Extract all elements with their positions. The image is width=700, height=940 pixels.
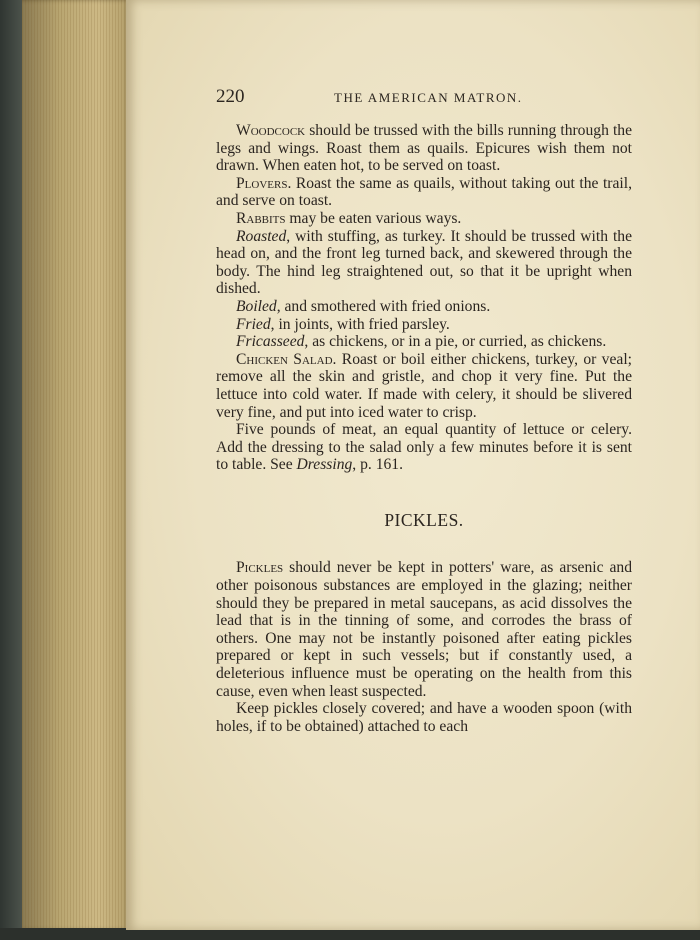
paragraph-roasted (216, 228, 632, 298)
page-edges (22, 0, 130, 930)
text-plovers: Roast the same as quails, without taking out the trail, and serve on toast. (216, 174, 632, 210)
paragraph-rabbits (216, 210, 632, 228)
paragraph-plovers (216, 175, 632, 210)
text-block (216, 122, 632, 735)
text-keep-pickles: Keep pickles closely covered; and have a wooden spoon (with holes, if to be obtained) attached to each (216, 700, 632, 735)
text-pickles: should never be kept in potters' ware, as arsenic and other poisonous substances are employed in the glazing; neither should they be prepared in metal saucepans, as acid dissolves the lead that is in the tinning of some, and corrodes the brass of others. One may not be instantly poisoned after eating pickles prepared or kept in such vessels; but if constantly used, a deleterious influence must be operating on the health from this cause, even when least suspected. (216, 559, 632, 700)
text-roasted: , with stuffing, as turkey. It should be trussed with the head on, and the front leg turned back, and skewered through the body. The hind leg straightened out, so that it be upright when dished. (216, 227, 632, 298)
paragraph-fried (216, 316, 632, 334)
lead-fricasseed: Fricasseed (236, 333, 305, 351)
lead-roasted: Roasted (236, 227, 287, 245)
text-five-pounds: Five pounds of meat, an equal quantity of lettuce or celery. Add the dressing to the salad only a few minutes before it is sent to table. See (216, 421, 632, 474)
paragraph-boiled (216, 298, 632, 316)
text-chicken-salad: Roast or boil either chickens, turkey, or veal; remove all the skin and gristle, and chop it very fine. Put the lettuce into cold water. If made with celery, it should be slivered very fine, and put into iced water to crisp. (216, 350, 632, 421)
text-fried: , in joints, with fried parsley. (270, 315, 450, 333)
paragraph-keep-pickles (216, 700, 632, 735)
lead-plovers: Plovers. (236, 174, 292, 192)
lead-chicken-salad: Chicken Salad. (236, 350, 337, 368)
paragraph-chicken-salad (216, 351, 632, 421)
text-boiled: , and smothered with fried onions. (276, 297, 491, 315)
paragraph-woodcock (216, 122, 632, 175)
page-number: 220 (216, 86, 245, 107)
lead-woodcock: Woodcock (236, 122, 306, 139)
lead-pickles: Pickles (236, 559, 284, 577)
paragraph-fricasseed (216, 333, 632, 351)
lead-fried: Fried (236, 315, 271, 333)
reference-dressing: Dressing (296, 456, 353, 474)
running-title: THE AMERICAN MATRON. (334, 90, 523, 105)
text-woodcock: should be trussed with the bills running through the legs and wings. Roast them as quails. Epicures wish them not drawn. When eaten hot, to be served on toast. (216, 122, 632, 175)
reference-page: , p. 161. (352, 456, 403, 474)
paragraph-five-pounds (216, 421, 632, 474)
paragraph-pickles (216, 559, 632, 700)
lead-rabbits: Rabbits (236, 209, 286, 227)
running-head (216, 86, 636, 110)
section-title-pickles: PICKLES. (384, 509, 464, 530)
text-rabbits: may be eaten various ways. (285, 209, 462, 227)
lead-boiled: Boiled (236, 297, 277, 315)
text-fricasseed: , as chickens, or in a pie, or curried, as chickens. (304, 333, 607, 351)
book-page (126, 0, 700, 930)
